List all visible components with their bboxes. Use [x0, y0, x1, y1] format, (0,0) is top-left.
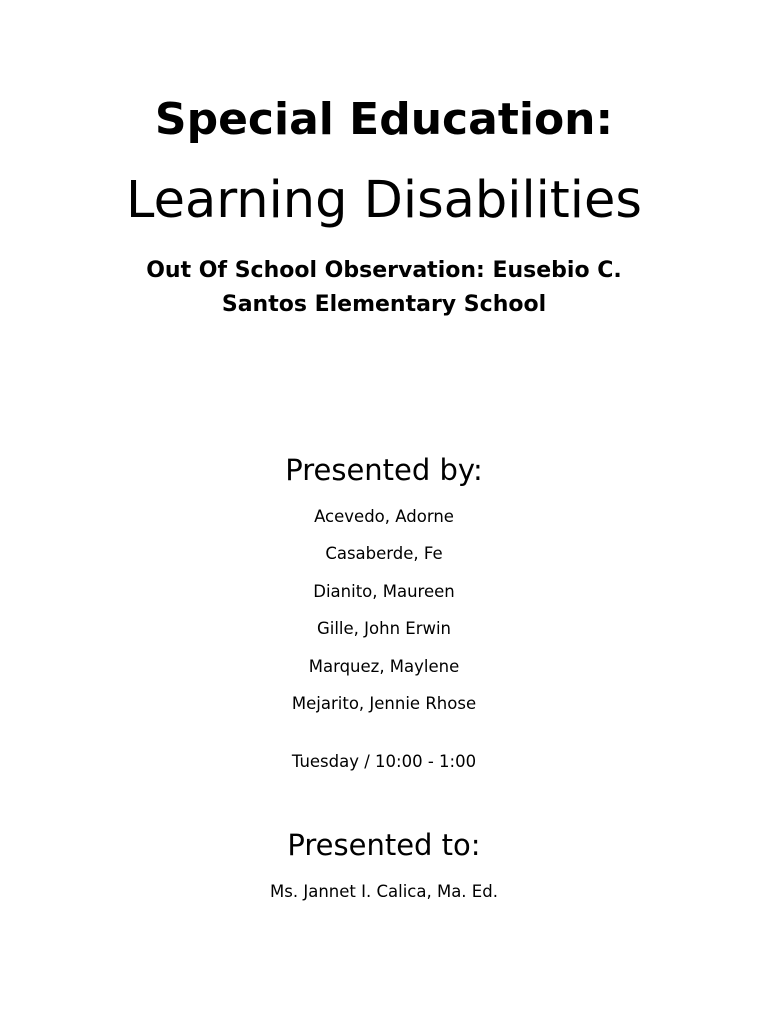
presenter-name: Acevedo, Adorne: [314, 507, 454, 526]
observation-heading: [0, 254, 768, 322]
observation-line-1: Out Of School Observation: Eusebio C.: [146, 258, 622, 283]
document-subtitle: Learning Disabilities: [126, 171, 642, 230]
recipient-name: Ms. Jannet I. Calica, Ma. Ed.: [270, 882, 498, 901]
presenter-name: Casaberde, Fe: [325, 544, 443, 564]
schedule-text: Tuesday / 10:00 - 1:00: [291, 752, 477, 771]
presenter-list: [0, 505, 768, 729]
presenter-name: Gille, John Erwin: [316, 619, 452, 639]
presenter-name: Marquez, Maylene: [308, 656, 460, 676]
presenter-name: Mejarito, Jennie Rhose: [291, 693, 477, 713]
presented-by-heading: Presented by:: [285, 453, 483, 487]
observation-line-2: Santos Elementary School: [221, 292, 547, 317]
presented-to-heading: Presented to:: [287, 828, 481, 862]
presenter-name: Dianito, Maureen: [313, 581, 455, 601]
document-title: Special Education:: [154, 94, 614, 145]
